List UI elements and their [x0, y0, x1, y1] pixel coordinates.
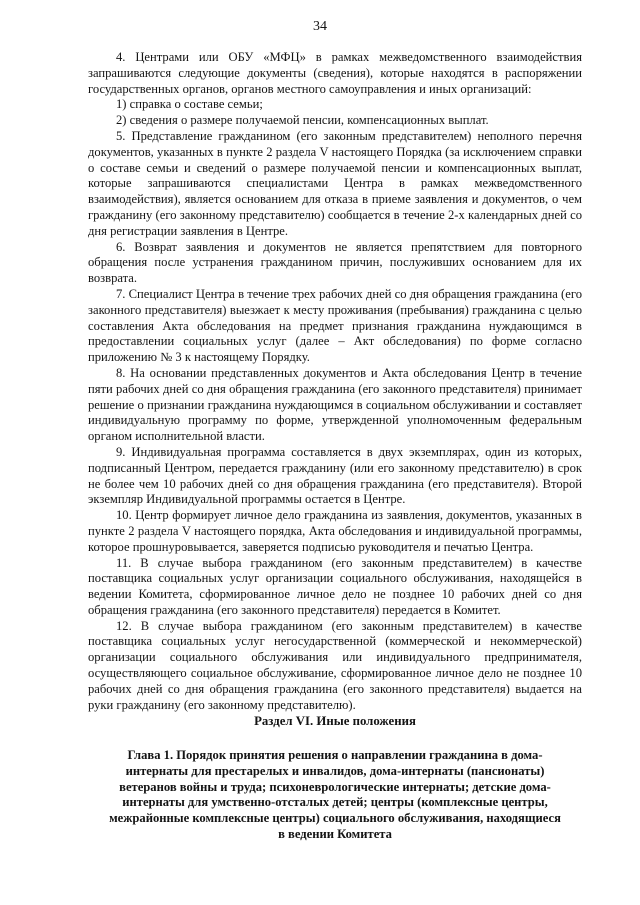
paragraph-6: 6. Возврат заявления и документов не является препятствием для повторного обращения после устранения гражданином причин, послуживших основанием для их возврата. [88, 239, 582, 286]
chapter-title: Глава 1. Порядок принятия решения о направлении гражданина в дома-интернаты для престарелых и инвалидов, дома-интернаты (пансионаты) ветеранов войны и труда; психоневрологические интернаты; детские дома-интернаты для умственно-отсталых детей; центры (комплексные центры, межрайонные комплексные центры) социального обслуживания, находящиеся в ведении Комитета [109, 748, 561, 841]
paragraph-8: 8. На основании представленных документов и Акта обследования Центр в течение пяти рабочих дней со дня обращения гражданина (его законного представителя) принимает решение о признании гражданина нуждающимся в социальном обслуживании и составляет индивидуальную программу по форме, утвержденной уполномоченным федеральным органом исполнительной власти. [88, 365, 582, 444]
paragraph-4: 4. Центрами или ОБУ «МФЦ» в рамках межведомственного взаимодействия запрашиваются следующие документы (сведения), которые находятся в распоряжении государственных органов, органов местного самоуправления и иных организаций: [88, 50, 582, 96]
paragraph-5: 5. Представление гражданином (его законным представителем) неполного перечня документов, указанных в пункте 2 раздела V настоящего Порядка (за исключением справки о составе семьи и сведений о размере получаемой пенсии и компенсационных выплат, которые запрашиваются специалистами Центра в рамках межведомственного взаимодействия), является основанием для отказа в приеме заявления и документов, о чем гражданину (его законному представителю) сообщается в течение 2-х календарных дней со дня регистрации заявления в Центре. [88, 128, 582, 238]
paragraph-7: 7. Специалист Центра в течение трех рабочих дней со дня обращения гражданина (его законного представителя) выезжает к месту проживания (пребывания) гражданина с целью составления Акта обследования на предмет признания гражданина нуждающимся в предоставлении социальных услуг (далее – Акт обследования) по форме согласно приложению № 3 к настоящему Порядку. [88, 286, 582, 365]
paragraph-9: 9. Индивидуальная программа составляется в двух экземплярах, один из которых, подписанный Центром, передается гражданину (или его законному представителю) в срок не более чем 10 рабочих дней со дня обращения гражданина (его представителя). Второй экземпляр Индивидуальной программы остается в Центре. [88, 444, 582, 507]
paragraph-12: 12. В случае выбора гражданином (его законным представителем) в качестве поставщика социальных услуг негосударственной (коммерческой и некоммерческой) организации социального обслуживания или индивидуального предпринимателя, осуществляющего социальное обслуживание, сформированное личное дело не позднее 10 рабочих дней со дня обращения гражданина (его законного представителя) выдается на руки гражданину (его законному представителю). [88, 618, 582, 712]
paragraph-10: 10. Центр формирует личное дело гражданина из заявления, документов, указанных в пункте 2 раздела V настоящего порядка, Акта обследования и индивидуальной программы, которое прошнуровывается, заверяется подписью руководителя и печатью Центра. [88, 508, 582, 554]
paragraph-11: 11. В случае выбора гражданином (его законным представителем) в качестве поставщика социальных услуг организации социального обслуживания, находящейся в ведении Комитета, сформированное личное дело не позднее 10 рабочих дней со дня обращения гражданина (его законного представителя) передается в Комитет. [88, 555, 582, 617]
body-text [88, 50, 582, 713]
section-title: Раздел VI. Иные положения [254, 714, 416, 728]
list-item-family-certificate: 1) справка о составе семьи; [116, 97, 263, 112]
page-number: 34 [313, 19, 327, 34]
list-item-pension-info: 2) сведения о размере получаемой пенсии, компенсационных выплат. [116, 113, 489, 128]
